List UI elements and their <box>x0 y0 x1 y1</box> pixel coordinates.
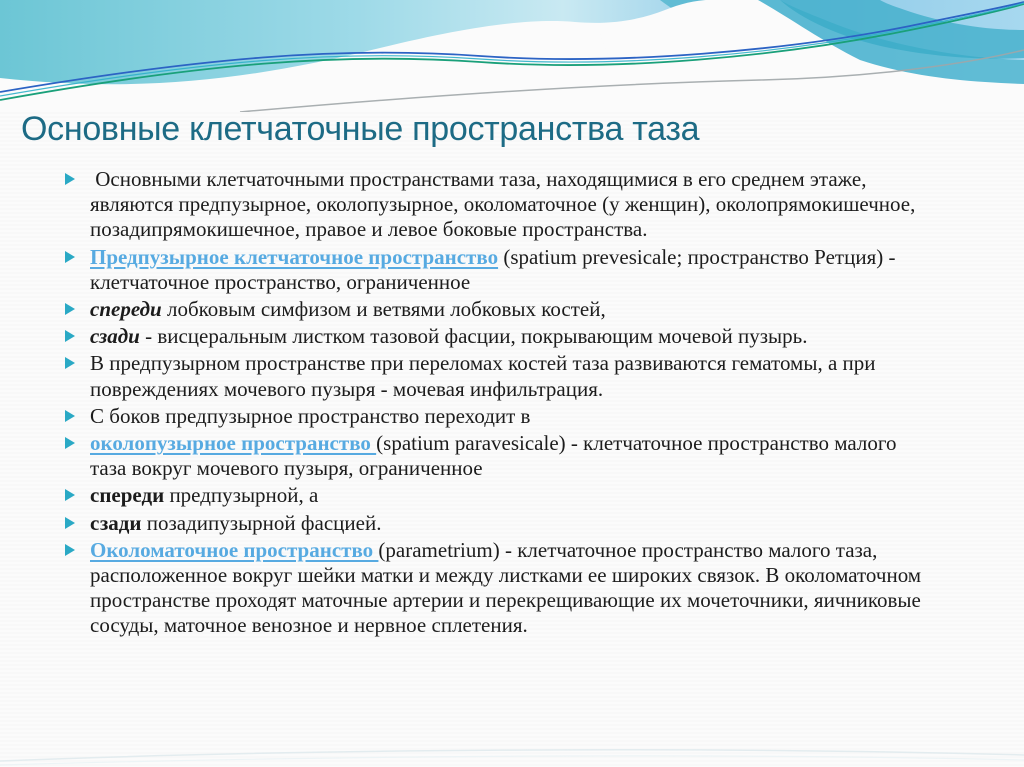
bullet-text: С боков предпузырное пространство переходит в <box>90 403 531 428</box>
term-link-parametrium-space[interactable]: Околоматочное пространство <box>90 537 379 562</box>
emphasis-lead: сзади <box>90 510 142 535</box>
list-item <box>64 483 936 508</box>
bullet-text: В предпузырном пространстве при переломах костей таза развиваются гематомы, а при повреждениях мочевого пузыря - мочевая инфильтрация. <box>90 351 876 401</box>
bullet-text: позадипузырной фасцией. <box>141 510 382 535</box>
triangle-bullet-icon <box>65 251 75 263</box>
term-link-paravesical-space[interactable]: околопузырное пространство <box>90 431 377 456</box>
list-item <box>64 324 936 349</box>
bullet-list <box>64 167 936 641</box>
triangle-bullet-icon <box>65 410 75 422</box>
triangle-bullet-icon <box>65 517 75 529</box>
emphasis-lead: спереди <box>90 483 165 508</box>
bullet-text: предпузырной, а <box>164 483 319 508</box>
list-item <box>64 511 936 536</box>
bullet-text: (parametrium) - клетчаточное пространство малого таза, расположенное вокруг шейки матки и между листками ее широких связок. В околоматочном пространстве проходят маточные артерии и перекрещивающие их мочеточники, яичниковые сосуды, маточное венозное и нервное сплетения. <box>90 537 922 638</box>
header-wave-decoration <box>0 0 1024 112</box>
list-item <box>64 245 936 295</box>
footer-wave-decoration <box>0 741 1024 767</box>
list-item <box>64 404 936 429</box>
bullet-text: - висцеральным листком тазовой фасции, покрывающим мочевой пузырь. <box>139 324 808 349</box>
list-item <box>64 167 936 243</box>
emphasis-lead: сзади <box>90 324 140 349</box>
triangle-bullet-icon <box>65 437 75 449</box>
page-title: Основные клетчаточные пространства таза <box>21 110 700 148</box>
triangle-bullet-icon <box>65 357 75 369</box>
triangle-bullet-icon <box>65 489 75 501</box>
triangle-bullet-icon <box>65 173 75 185</box>
emphasis-lead: спереди <box>90 297 162 322</box>
list-item <box>64 538 936 639</box>
term-link-prevesical-space[interactable]: Предпузырное клетчаточное пространство <box>90 244 499 269</box>
triangle-bullet-icon <box>65 303 75 315</box>
bullet-text: лобковым симфизом и ветвями лобковых костей, <box>161 297 606 322</box>
list-item <box>64 297 936 322</box>
triangle-bullet-icon <box>65 330 75 342</box>
bullet-text: (spatium paravesicale) - клетчаточное пространство малого таза вокруг мочевого пузыря, ограниченное <box>90 431 897 481</box>
bullet-text: (spatium prevesicale; пространство Ретция) - клетчаточное пространство, ограниченное <box>90 244 896 294</box>
list-item <box>64 431 936 481</box>
bullet-text: Основными клетчаточными пространствами таза, находящимися в его среднем этаже, являются предпузырное, околопузырное, околоматочное (у женщин), околопрямокишечное, позадипрямокишечное, правое и левое боковые пространства. <box>90 167 916 242</box>
list-item <box>64 351 936 401</box>
triangle-bullet-icon <box>65 544 75 556</box>
